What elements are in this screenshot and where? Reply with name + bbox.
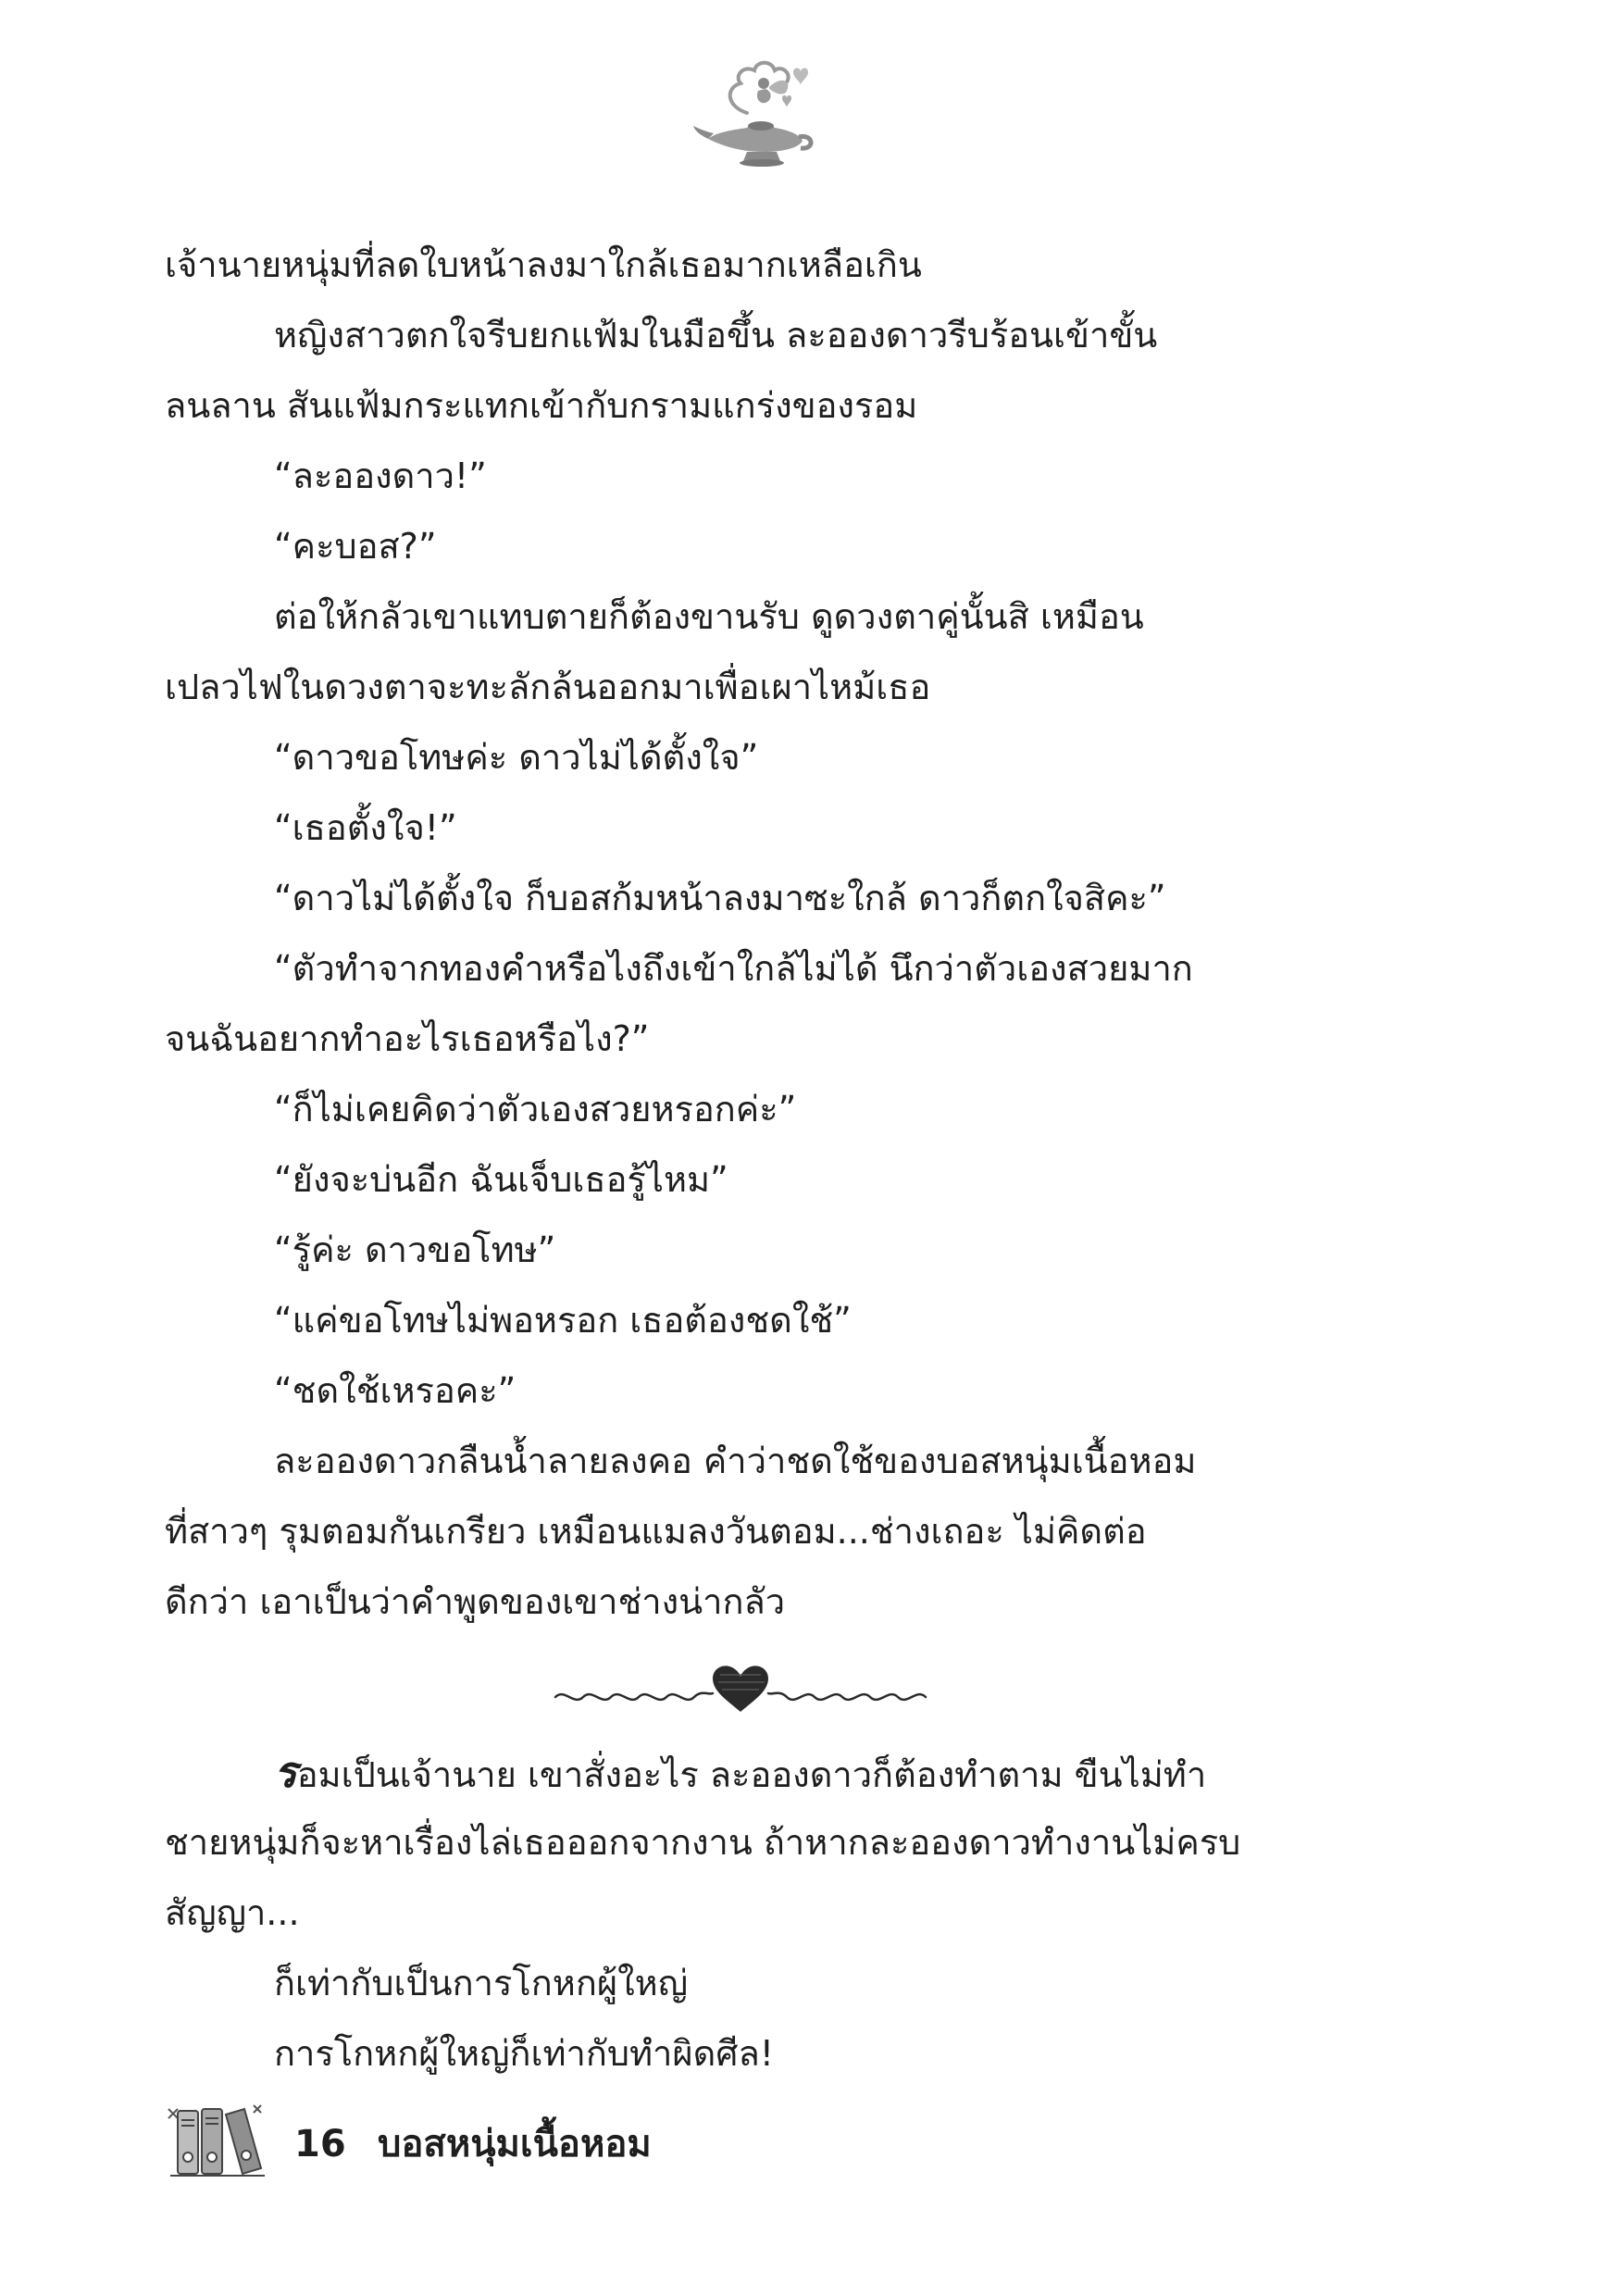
paragraph-line: ต่อให้กลัวเขาแทบตายก็ต้องขานรับ ดูดวงตาคู่นั้นสิ เหมือน [274, 596, 1144, 637]
dialogue-line: “ยังจะบ่นอีก ฉันเจ็บเธอรู้ไหม” [274, 1159, 728, 1200]
dialogue-line: “แค่ขอโทษไม่พอหรอก เธอต้องชดใช้” [274, 1300, 852, 1341]
book-title: บอสหนุ่มเนื้อหอม [378, 2123, 652, 2165]
heart-squiggle-divider-icon [546, 1653, 935, 1717]
dialogue-line: “ชดใช้เหรอคะ” [274, 1370, 517, 1411]
genie-lamp-icon [690, 56, 819, 176]
book-binders-icon [165, 2102, 267, 2185]
paragraph-line: หญิงสาวตกใจรีบยกแฟ้มในมือขึ้น ละอองดาวรีบร้อนเข้าขั้น [274, 315, 1158, 356]
dialogue-line: “ตัวทำจากทองคำหรือไงถึงเข้าใกล้ไม่ได้ นึกว่าตัวเองสวยมาก [274, 948, 1193, 989]
paragraph-line: จนฉันอยากทำอะไรเธอหรือไง?” [165, 1018, 650, 1059]
page-number: 16 [294, 2123, 346, 2165]
paragraph-line: การโกหกผู้ใหญ่ก็เท่ากับทำผิดศีล! [274, 2033, 774, 2074]
paragraph-line: ที่สาวๆ รุมตอมกันเกรียว เหมือนแมลงวันตอม...ช่างเถอะ ไม่คิดต่อ [165, 1511, 1147, 1552]
dialogue-line: “ละอองดาว!” [274, 455, 487, 496]
page-footer [165, 2102, 998, 2185]
drop-cap-line-rest: อมเป็นเจ้านาย เขาสั่งอะไร ละอองดาวก็ต้องทำตาม ขืนไม่ทำ [296, 1754, 1207, 1795]
paragraph-line: เจ้านายหนุ่มที่ลดใบหน้าลงมาใกล้เธอมากเหลือเกิน [165, 244, 922, 285]
dialogue-line: “คะบอส?” [274, 526, 437, 567]
dialogue-line: “รู้ค่ะ ดาวขอโทษ” [274, 1229, 556, 1270]
paragraph-line: ดีกว่า เอาเป็นว่าคำพูดของเขาช่างน่ากลัว [165, 1581, 786, 1622]
paragraph-line: ชายหนุ่มก็จะหาเรื่องไล่เธอออกจากงาน ถ้าหากละอองดาวทำงานไม่ครบ [165, 1822, 1241, 1863]
dialogue-line: “ดาวไม่ได้ตั้งใจ ก็บอสก้มหน้าลงมาซะใกล้ ดาวก็ตกใจสิคะ” [274, 878, 1166, 918]
dialogue-line: “ก็ไม่เคยคิดว่าตัวเองสวยหรอกค่ะ” [274, 1089, 797, 1129]
paragraph-line: สัญญา... [165, 1892, 300, 1933]
paragraph-line: ลนลาน สันแฟ้มกระแทกเข้ากับกรามแกร่งของรอม [165, 385, 918, 426]
paragraph-line: ก็เท่ากับเป็นการโกหกผู้ใหญ่ [274, 1963, 689, 2003]
paragraph-line-drop-cap [274, 1748, 1206, 1796]
dialogue-line: “เธอตั้งใจ!” [274, 807, 457, 848]
paragraph-line: เปลวไฟในดวงตาจะทะลักล้นออกมาเพื่อเผาไหม้เธอ [165, 667, 931, 707]
paragraph-line: ละอองดาวกลืนน้ำลายลงคอ คำว่าชดใช้ของบอสหนุ่มเนื้อหอม [274, 1441, 1197, 1481]
dialogue-line: “ดาวขอโทษค่ะ ดาวไม่ได้ตั้งใจ” [274, 737, 759, 778]
drop-cap: ร [274, 1747, 297, 1797]
